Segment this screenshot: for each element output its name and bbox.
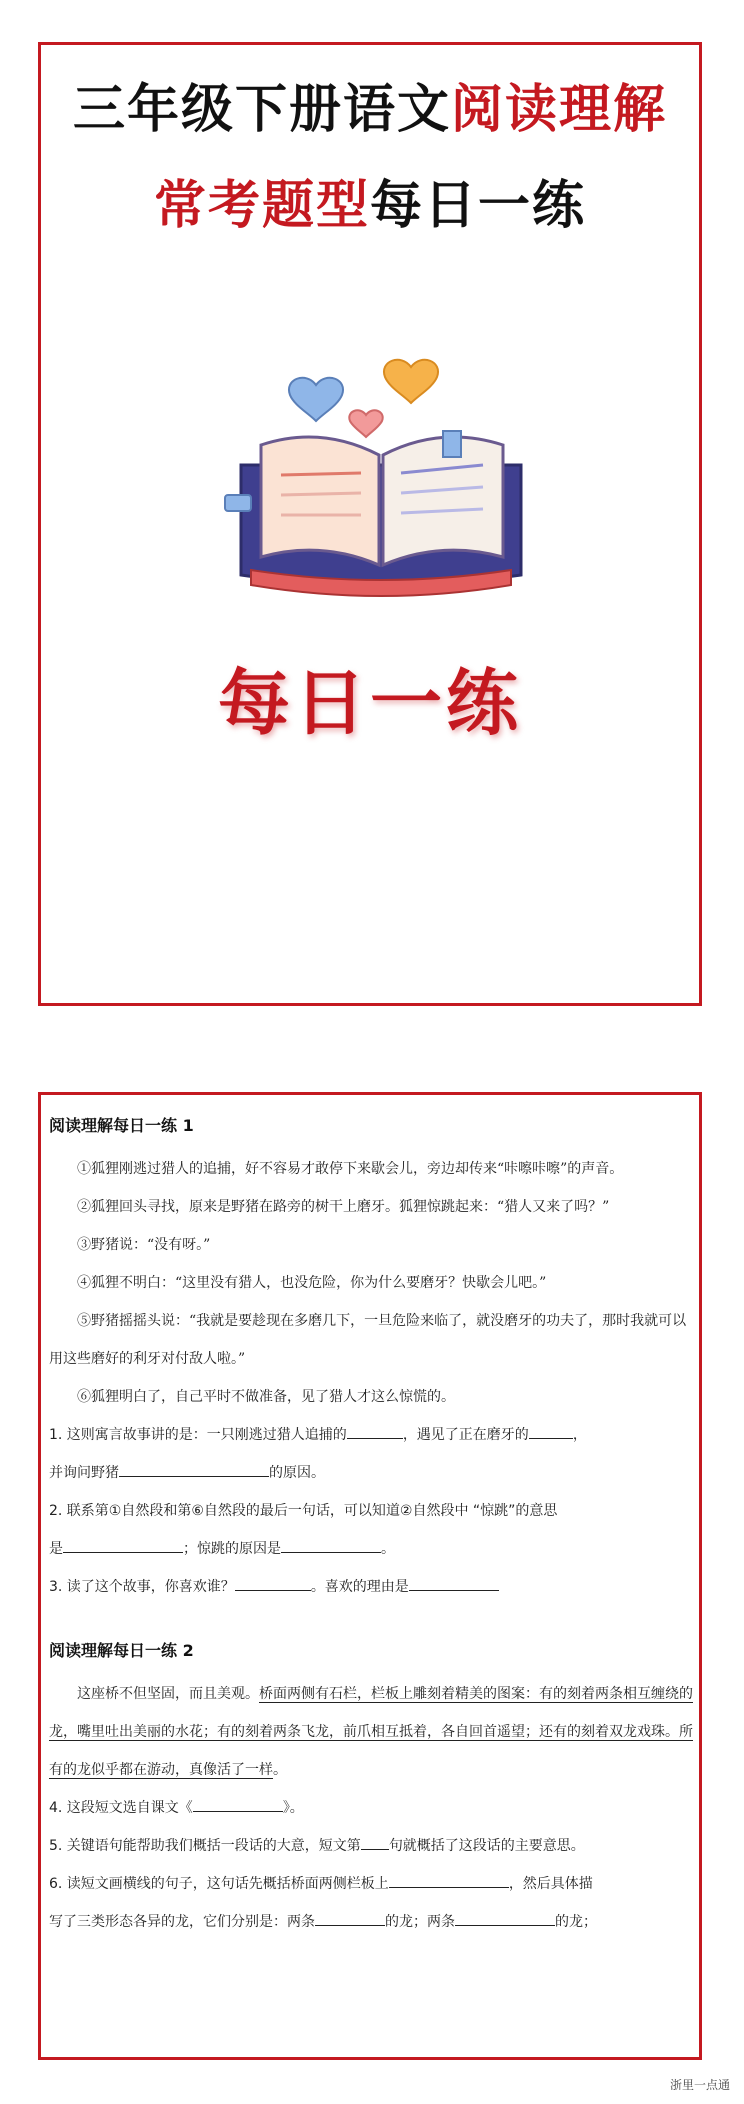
pink-heart-icon (349, 410, 382, 437)
question-2-text-a: 2. 联系第①自然段和第⑥自然段的最后一句话，可以知道②自然段中 “惊跳”的意思 (49, 1503, 558, 1519)
exercise-frame (38, 1092, 702, 2060)
question-6-text-d: 的龙；两条 (385, 1914, 455, 1930)
question-6-text-a: 6. 读短文画横线的句子，这句话先概括桥面两侧栏板上 (49, 1876, 389, 1892)
underlined-sentence: 桥面两侧有石栏，栏板上雕刻着精美的图案：有的刻着两条相互缠绕的龙，嘴里吐出美丽的水花；有的刻着两条飞龙，前爪相互抵着，各自回首遥望；还有的刻着双龙戏珠。所有的龙似乎都在游动，真像活了一样 (49, 1686, 693, 1778)
passage-paragraph-5: ⑤野猪摇摇头说：“我就是要趁现在多磨几下，一旦危险来临了，就没磨牙的功夫了，那时我就可以用这些磨好的利牙对付敌人啦。” (49, 1313, 687, 1367)
exercise-1-title: 阅读理解每日一练 1 (49, 1116, 194, 1135)
passage-paragraph-6: ⑥狐狸明白了，自己平时不做准备，见了猎人才这么惊慌的。 (77, 1389, 455, 1405)
cover-title-line-1 (41, 67, 699, 142)
question-2-text-c: ；惊跳的原因是 (183, 1541, 281, 1557)
footer-watermark: 浙里一点通 (669, 2078, 730, 2092)
question-4-text-b: 》。 (282, 1800, 304, 1816)
question-6-text-e: 的龙； (555, 1914, 597, 1930)
answer-blank[interactable] (235, 1572, 311, 1591)
question-1-text-e: 的原因。 (269, 1465, 325, 1481)
question-2-text-d: 。 (381, 1541, 395, 1557)
question-4-text-a: 4. 这段短文选自课文《 (49, 1800, 193, 1816)
exercise-2-title: 阅读理解每日一练 2 (49, 1641, 194, 1660)
passage-paragraph-2: ②狐狸回头寻找，原来是野猪在路旁的树干上磨牙。狐狸惊跳起来：“猎人又来了吗？” (77, 1199, 610, 1215)
answer-blank[interactable] (315, 1907, 385, 1926)
question-1 (49, 1416, 693, 1492)
question-6 (49, 1865, 693, 1941)
question-2-text-b: 是 (49, 1541, 63, 1557)
answer-blank[interactable] (389, 1869, 509, 1888)
cover-frame (38, 42, 702, 1006)
daily-practice-badge: 每日一练 (217, 661, 522, 745)
answer-blank[interactable] (281, 1534, 381, 1553)
answer-blank[interactable] (63, 1534, 183, 1553)
title-grade-text: 三年级下册语文 (72, 80, 451, 140)
answer-blank[interactable] (409, 1572, 499, 1591)
passage-paragraph-3: ③野猪说：“没有呀。” (77, 1237, 211, 1253)
question-1-text-b: ，遇见了正在磨牙的 (402, 1427, 529, 1443)
title-daily-text: 每日一练 (370, 176, 587, 236)
passage-2-paragraph (49, 1675, 693, 1789)
answer-blank[interactable] (119, 1458, 269, 1477)
answer-blank[interactable] (361, 1831, 389, 1850)
question-5 (49, 1827, 693, 1865)
passage-paragraph-4: ④狐狸不明白：“这里没有猎人，也没危险，你为什么要磨牙？快歇会儿吧。” (77, 1275, 547, 1291)
orange-heart-icon (384, 360, 438, 403)
open-book-with-hearts-icon (221, 345, 541, 625)
title-question-type-text: 常考题型 (153, 176, 370, 236)
answer-blank[interactable] (347, 1420, 403, 1439)
question-1-text-c: ， (572, 1427, 587, 1443)
question-6-text-c: 写了三类形态各异的龙，它们分别是：两条 (49, 1914, 315, 1930)
question-2 (49, 1492, 693, 1568)
question-1-text-d: 并询问野猪 (49, 1465, 119, 1481)
answer-blank[interactable] (455, 1907, 555, 1926)
question-6-text-b: ，然后具体描 (508, 1876, 593, 1892)
answer-blank[interactable] (193, 1793, 283, 1812)
question-4 (49, 1789, 693, 1827)
answer-blank[interactable] (529, 1420, 573, 1439)
question-3-text-b: 。喜欢的理由是 (310, 1579, 409, 1595)
title-reading-text: 阅读理解 (451, 80, 668, 140)
cover-title-line-2 (41, 163, 699, 238)
blue-heart-icon (289, 378, 343, 421)
question-3-text-a: 3. 读了这个故事，你喜欢谁？ (49, 1579, 235, 1595)
passage-2-text: 这座桥不但坚固，而且美观。 (77, 1686, 259, 1702)
passage-paragraph-1: ①狐狸刚逃过猎人的追捕，好不容易才敢停下来歇会儿，旁边却传来“咔嚓咔嚓”的声音。 (77, 1161, 624, 1177)
question-1-text-a: 1. 这则寓言故事讲的是：一只刚逃过猎人追捕的 (49, 1427, 347, 1443)
question-3 (49, 1568, 693, 1606)
passage-2-end: 。 (273, 1762, 287, 1778)
question-5-text-a: 5. 关键语句能帮助我们概括一段话的大意，短文第 (49, 1838, 361, 1854)
question-5-text-b: 句就概括了这段话的主要意思。 (388, 1838, 585, 1854)
